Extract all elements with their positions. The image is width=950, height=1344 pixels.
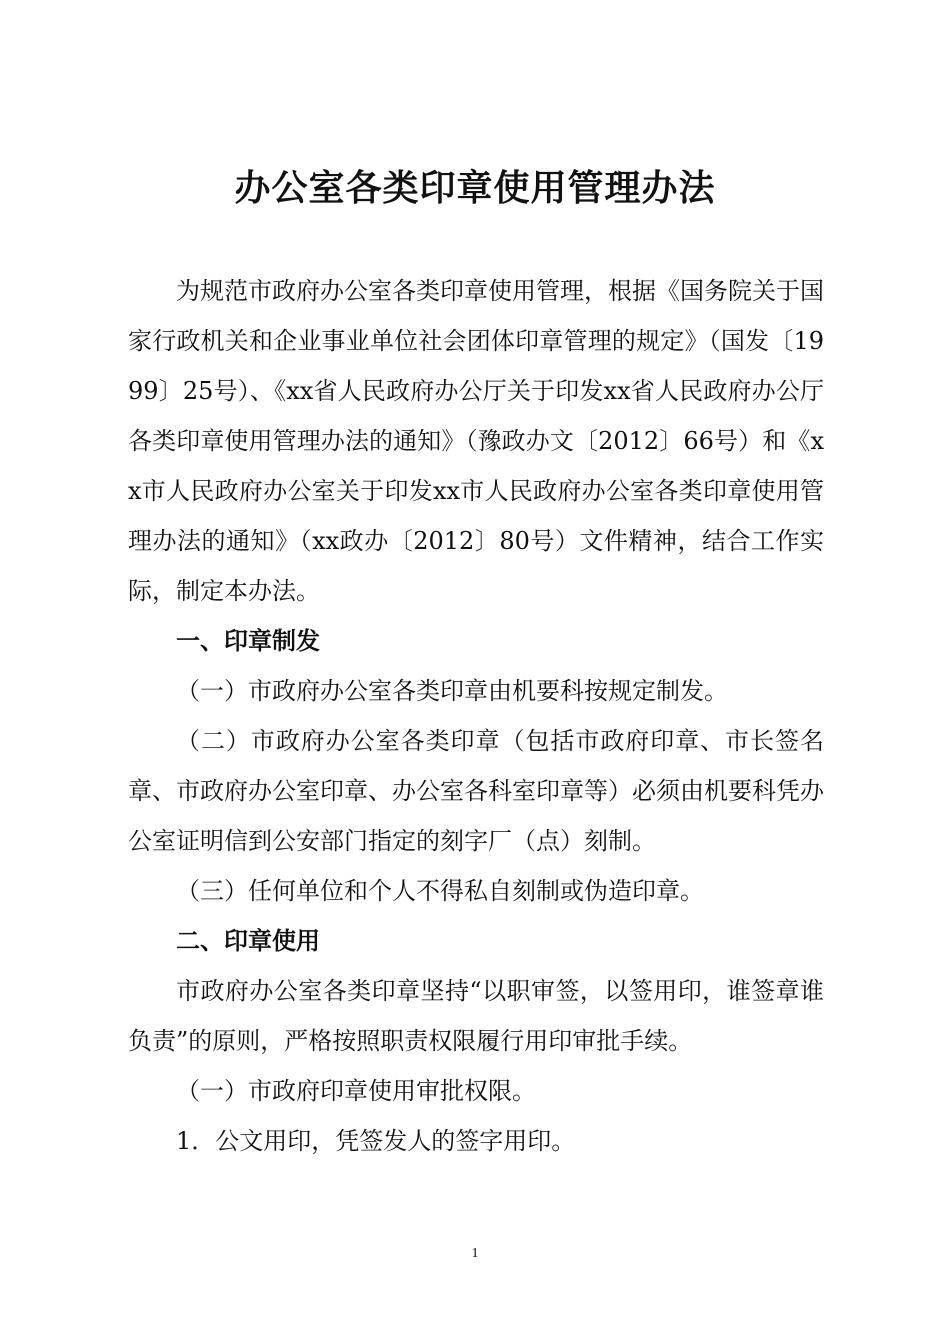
section2-principle: 市政府办公室各类印章坚持“以职审签，以签用印，谁签章谁负责”的原则，严格按照职责权限履行用印审批手续。 — [128, 977, 824, 1055]
page-number: 1 — [471, 1246, 479, 1261]
section-heading-seal-use: 二、印章使用 — [176, 927, 320, 955]
section1-item-3: （三）任何单位和个人不得私自刻制或伪造印章。 — [176, 877, 704, 905]
document-title: 办公室各类印章使用管理办法 — [234, 167, 716, 209]
document-body — [128, 266, 824, 1166]
section2-item-1: 1．公文用印，凭签发人的签字用印。 — [176, 1127, 576, 1155]
section-heading-seal-making: 一、印章制发 — [176, 627, 320, 655]
section1-item-1: （一）市政府办公室各类印章由机要科按规定制发。 — [176, 677, 728, 705]
intro-paragraph: 为规范市政府办公室各类印章使用管理，根据《国务院关于国家行政机关和企业事业单位社会团体印章管理的规定》（国发〔1999〕25号）、《xx省人民政府办公厅关于印发xx省人民政府办公厅各类印章使用管理办法的通知》（豫政办文〔2012〕66号）和《xx市人民政府办公室关于印发xx市人民政府办公室各类印章使用管理办法的通知》（xx政办〔2012〕80号）文件精神，结合工作实际，制定本办法。 — [128, 277, 824, 605]
section2-subheading-1: （一）市政府印章使用审批权限。 — [176, 1077, 536, 1105]
section1-item-2: （二）市政府办公室各类印章（包括市政府印章、市长签名章、市政府办公室印章、办公室各科室印章等）必须由机要科凭办公室证明信到公安部门指定的刻字厂（点）刻制。 — [128, 727, 824, 855]
